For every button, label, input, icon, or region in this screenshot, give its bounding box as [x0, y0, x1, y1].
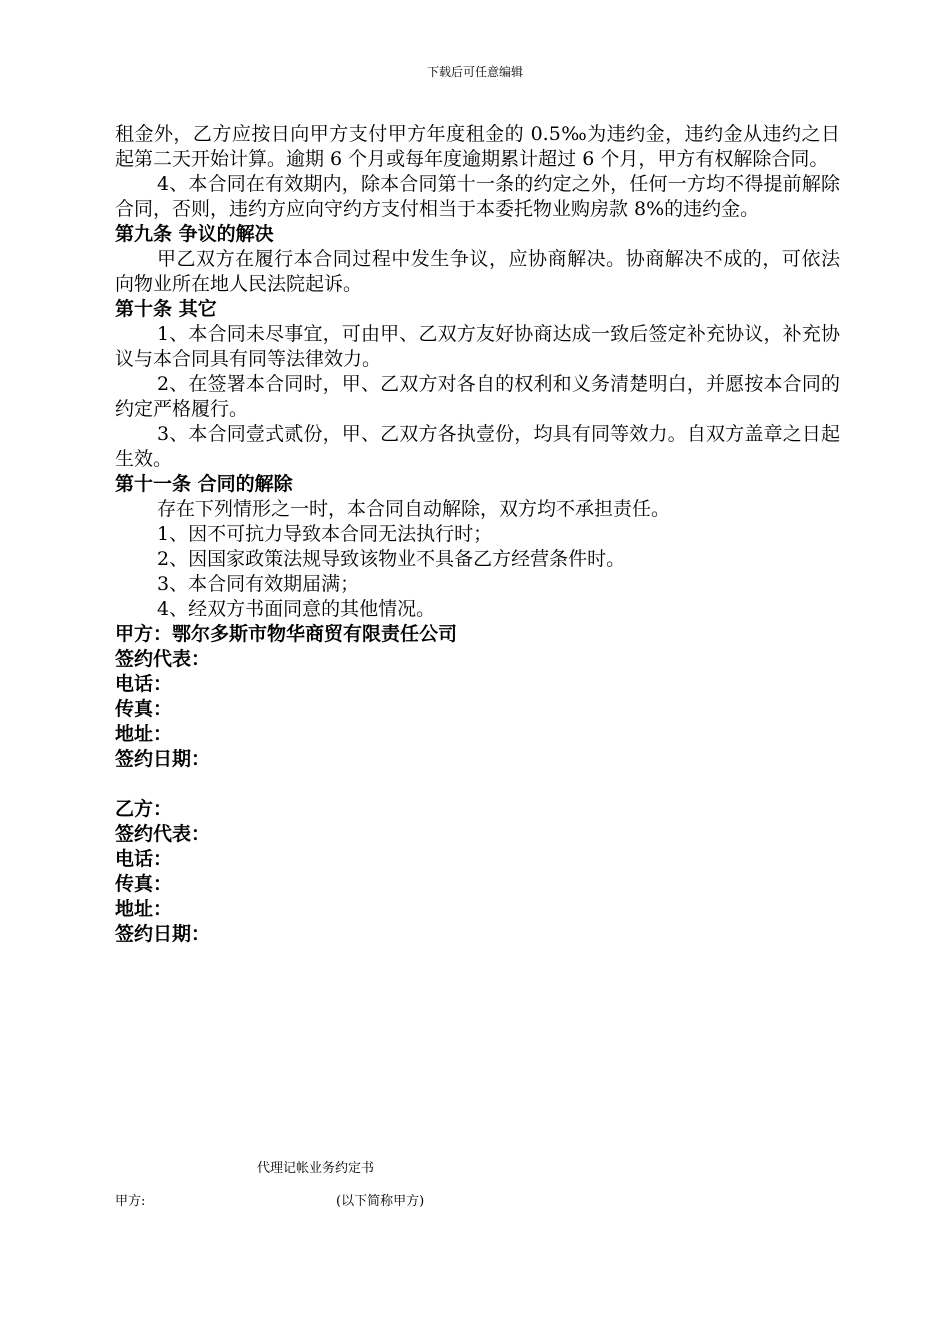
party-b-name: 乙方：	[115, 798, 173, 820]
party-b-rep: 签约代表：	[115, 823, 211, 845]
party-b-fax: 传真：	[115, 873, 173, 895]
article-10-item-3: 3、本合同壹式贰份，甲、乙双方各执壹份，均具有同等效力。自双方盖章之日起生效。	[115, 423, 840, 470]
paragraph-early-termination: 4、本合同在有效期内，除本合同第十一条的约定之外，任何一方均不得提前解除合同，否则，违约方应向守约方支付相当于本委托物业购房款 8%的违约金。	[115, 173, 840, 220]
next-document-title: 代理记帐业务约定书	[257, 1161, 375, 1176]
article-11-item-2: 2、因国家政策法规导致该物业不具备乙方经营条件时。	[157, 548, 626, 570]
article-11-item-3: 3、本合同有效期届满；	[157, 573, 360, 595]
document-body	[115, 122, 840, 947]
next-document-party-line	[115, 1194, 615, 1210]
article-11-heading: 第十一条 合同的解除	[115, 473, 293, 495]
next-document-party-label: 甲方:	[115, 1194, 146, 1209]
article-11-intro: 存在下列情形之一时，本合同自动解除，双方均不承担责任。	[157, 498, 671, 520]
article-11-item-4: 4、经双方书面同意的其他情况。	[157, 598, 436, 620]
party-a-fax: 传真：	[115, 698, 173, 720]
article-11-item-1: 1、因不可抗力导致本合同无法执行时；	[157, 523, 493, 545]
party-a-name: 甲方：鄂尔多斯市物华商贸有限责任公司	[115, 623, 458, 645]
article-10-item-1: 1、本合同未尽事宜，可由甲、乙双方友好协商达成一致后签定补充协议，补充协议与本合同具有同等法律效力。	[115, 323, 840, 370]
article-10-heading: 第十条 其它	[115, 298, 217, 320]
party-a-date: 签约日期：	[115, 748, 211, 770]
party-b-address: 地址：	[115, 898, 173, 920]
party-a-rep: 签约代表：	[115, 648, 211, 670]
party-b-date: 签约日期：	[115, 923, 211, 945]
paragraph-penalty-continued: 租金外，乙方应按日向甲方支付甲方年度租金的 0.5‰为违约金，违约金从违约之日起第二天开始计算。逾期 6 个月或每年度逾期累计超过 6 个月，甲方有权解除合同。	[115, 123, 840, 170]
article-9-heading: 第九条 争议的解决	[115, 223, 274, 245]
article-9-paragraph: 甲乙双方在履行本合同过程中发生争议，应协商解决。协商解决不成的，可依法向物业所在地人民法院起诉。	[115, 248, 840, 295]
next-document-party-note: (以下简称甲方)	[336, 1194, 425, 1209]
spacer	[115, 772, 840, 797]
party-a-address: 地址：	[115, 723, 173, 745]
header-note: 下载后可任意编辑	[426, 65, 523, 79]
article-10-item-2: 2、在签署本合同时，甲、乙双方对各自的权利和义务清楚明白，并愿按本合同的约定严格履行。	[115, 373, 840, 420]
party-b-phone: 电话：	[115, 848, 173, 870]
party-a-phone: 电话：	[115, 673, 173, 695]
